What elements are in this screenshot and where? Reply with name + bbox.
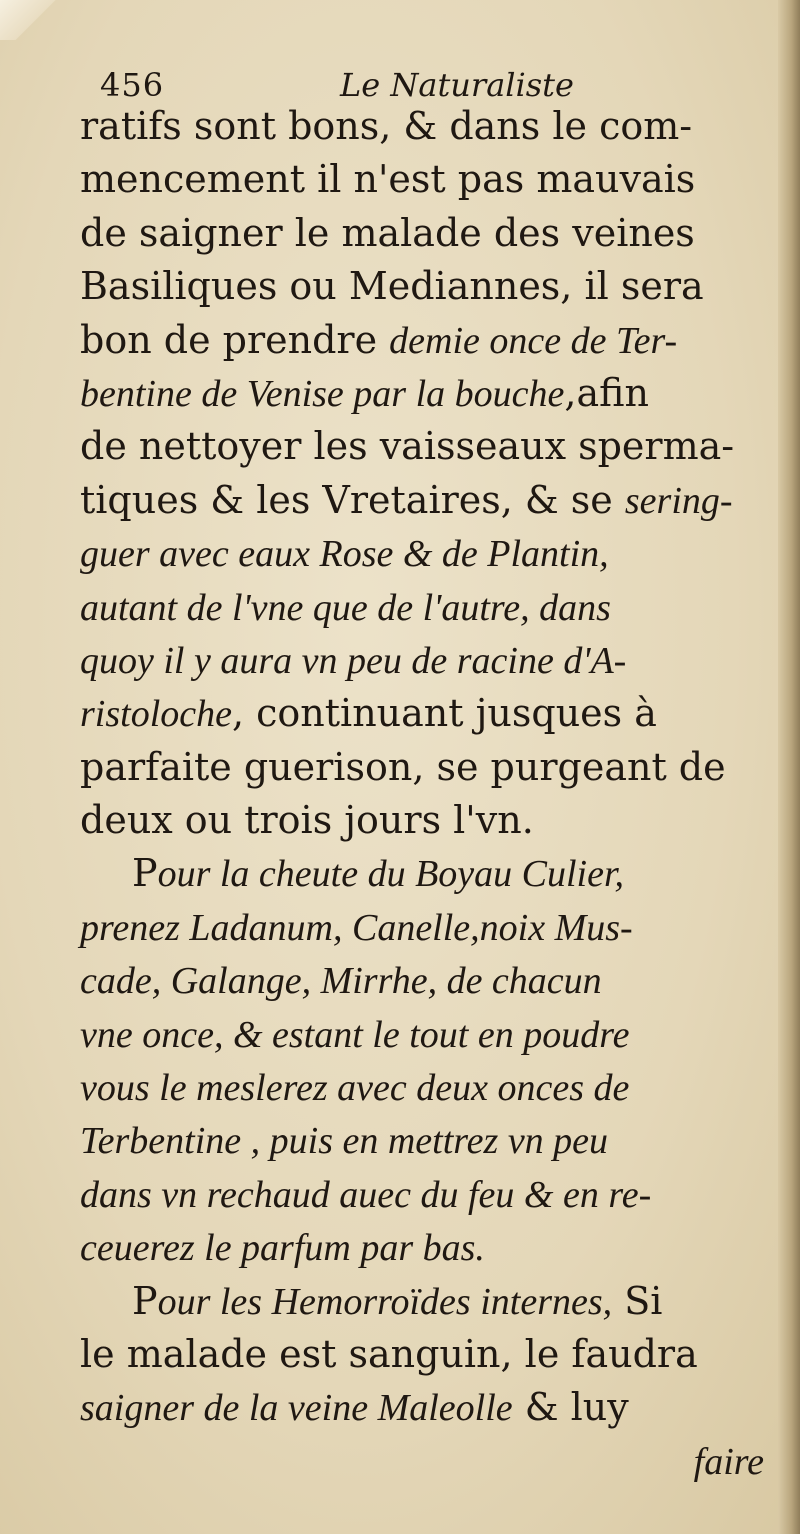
italic-segment: guer avec eaux Rose & de Plantin, [80,533,609,576]
italic-segment: faire [693,1440,764,1483]
text-line [80,100,770,153]
roman-segment: P [132,851,158,896]
roman-segment: ratifs sont bons, & dans le com- [80,104,693,148]
italic-segment: demie once de Ter- [389,319,678,362]
text-line [80,1221,770,1274]
text-line [80,1328,770,1381]
text-line [80,367,770,420]
roman-segment: Basiliques ou Mediannes, il sera [80,264,704,309]
page-number: 456 [100,66,165,104]
roman-segment: mencement il n'est pas mauvais [80,157,696,202]
italic-segment: saigner de la veine Maleolle [80,1387,513,1430]
italic-segment: autant de l'vne que de l'autre, dans [80,586,611,629]
text-line [80,527,770,580]
roman-segment: de saigner le malade des veines [80,210,695,255]
roman-segment: de nettoyer les vaisseaux sperma- [80,424,735,469]
text-line [80,1061,770,1114]
italic-segment: ceuerez le parfum par bas. [80,1227,485,1270]
text-line [80,1275,770,1328]
text-line [80,581,770,634]
roman-segment: Si [612,1278,663,1323]
text-line [80,794,770,847]
italic-segment: sering- [624,479,733,522]
text-line [80,1114,770,1167]
body-text [80,100,770,1488]
italic-segment: prenez Ladanum, Canelle,noix Mus- [80,906,633,949]
text-line [80,314,770,367]
italic-segment: quoy il y aura vn peu de racine d'A- [80,639,627,682]
text-line [80,207,770,260]
italic-segment: bentine de Venise par la bouche [80,372,565,415]
text-line [80,634,770,687]
text-line [80,954,770,1007]
text-line [80,153,770,206]
italic-segment: our les Hemorroïdes internes, [157,1280,613,1323]
roman-segment: P [132,1278,158,1323]
italic-segment: cade, Galange, Mirrhe, de chacun [80,960,602,1003]
italic-segment: vne once, & estant le tout en poudre [80,1013,630,1056]
italic-segment: dans vn rechaud auec du feu & en re- [80,1173,652,1216]
roman-segment: deux ou trois jours l'vn. [80,798,534,843]
text-line [80,260,770,313]
roman-segment: & luy [512,1385,629,1430]
running-head: Le Naturaliste [340,66,574,104]
roman-segment: ,afin [564,370,649,415]
text-line [80,1435,770,1488]
roman-segment: le malade est sanguin, le faudra [80,1331,698,1376]
page-gutter-shadow [778,0,800,1534]
text-line [80,474,770,527]
italic-segment: Terbentine , puis en mettrez vn peu [80,1120,609,1163]
text-line [80,741,770,794]
text-line [80,1381,770,1434]
text-line [80,847,770,900]
italic-segment: ristoloche [80,693,232,736]
text-line [80,1008,770,1061]
page-corner [0,0,70,40]
italic-segment: our la cheute du Boyau Culier, [157,853,625,896]
italic-segment: vous le meslerez avec deux onces de [80,1067,630,1110]
roman-segment: tiques & les Vretaires, & se [80,477,625,522]
text-line [80,901,770,954]
roman-segment: parfaite guerison, se purgeant de [80,744,726,789]
text-line [80,1168,770,1221]
text-line [80,687,770,740]
roman-segment: , continuant jusques à [231,691,657,736]
roman-segment: bon de prendre [80,317,390,362]
text-line [80,420,770,473]
